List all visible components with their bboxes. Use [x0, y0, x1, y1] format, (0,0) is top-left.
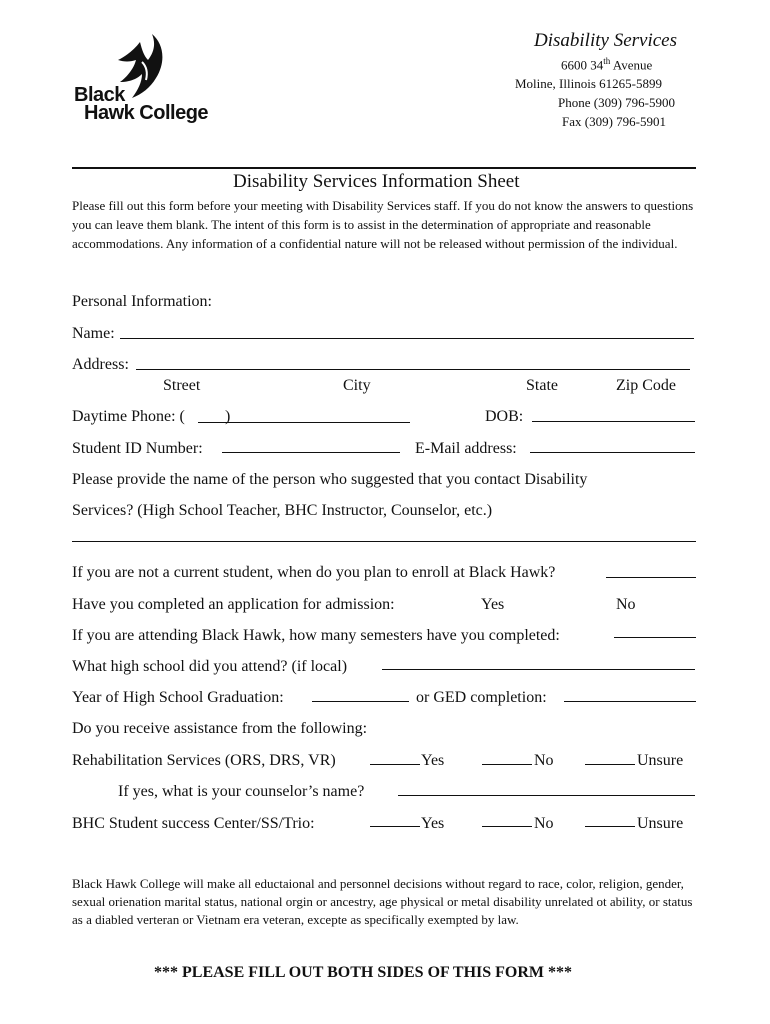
logo-line-1: Black — [74, 84, 125, 106]
bhc-no-option: No — [534, 815, 554, 832]
high-school-question: What high school did you attend? (if local) — [72, 658, 348, 675]
address-line-1 — [561, 56, 652, 73]
dob-label: DOB: — [485, 408, 524, 425]
rehab-no-blank[interactable] — [482, 764, 532, 765]
enroll-field[interactable] — [606, 577, 696, 578]
student-id-field[interactable] — [222, 452, 400, 453]
enroll-question: If you are not a current student, when do you plan to enroll at Black Hawk? — [72, 564, 556, 581]
city-caption: City — [343, 377, 371, 394]
rehab-yes-blank[interactable] — [370, 764, 420, 765]
bhc-unsure-option: Unsure — [637, 815, 684, 832]
daytime-phone-field[interactable] — [198, 422, 410, 423]
bhc-yes-blank[interactable] — [370, 826, 420, 827]
nondiscrimination-statement: Black Hawk College will make all eductaional and personnel decisions without regard to race, color, religion, gender, sexual orienation marital status, national orgin or ancestry, age physical or metal disability unrelated ot ability, or status as a diabled verteran or Vietnam era veteran, excepte as specifically exempted by law. — [72, 876, 693, 927]
address-line-2: Moline, Illinois 61265-5899 — [515, 76, 662, 91]
dob-field[interactable] — [532, 421, 695, 422]
application-question: Have you completed an application for admission: — [72, 596, 395, 613]
grad-year-field[interactable] — [312, 701, 409, 702]
intro-paragraph: Please fill out this form before your meeting with Disability Services staff. If you do not know the answers to questions you can leave them blank. The intent of this form is to assist in the determination of appropriate and reasonable accommodations. Any information of a confidential nature will not be released without permission of the individual. — [72, 198, 694, 251]
bhc-yes-option: Yes — [421, 815, 445, 832]
referral-question-line-1: Please provide the name of the person who suggested that you contact Disability — [72, 471, 588, 488]
bhc-success-center-label: BHC Student success Center/SS/Trio: — [72, 815, 315, 832]
student-id-label: Student ID Number: — [72, 440, 203, 457]
zip-caption: Zip Code — [616, 377, 676, 394]
state-caption: State — [526, 377, 558, 394]
application-yes-option[interactable]: Yes — [481, 596, 505, 613]
ordinal-suffix: th — [603, 56, 611, 66]
bhc-unsure-blank[interactable] — [585, 826, 635, 827]
high-school-field[interactable] — [382, 669, 695, 670]
semesters-field[interactable] — [614, 637, 696, 638]
header-divider — [72, 167, 696, 169]
email-label: E-Mail address: — [415, 440, 517, 457]
referral-field[interactable] — [72, 541, 696, 542]
ged-question: or GED completion: — [416, 689, 547, 706]
ged-field[interactable] — [564, 701, 696, 702]
name-label: Name: — [72, 325, 115, 342]
referral-question-line-2: Services? (High School Teacher, BHC Instructor, Counselor, etc.) — [72, 502, 493, 519]
bhc-no-blank[interactable] — [482, 826, 532, 827]
address-label: Address: — [72, 356, 129, 373]
daytime-phone-paren: ) — [225, 408, 231, 425]
phone-number: Phone (309) 796-5900 — [558, 95, 675, 110]
address-field[interactable] — [136, 369, 690, 370]
email-field[interactable] — [530, 452, 695, 453]
form-title: Disability Services Information Sheet — [233, 171, 520, 192]
grad-year-question: Year of High School Graduation: — [72, 689, 284, 706]
department-name: Disability Services — [534, 30, 677, 51]
street-number: 6600 34 — [561, 57, 604, 73]
application-no-option[interactable]: No — [616, 596, 636, 613]
rehab-services-label: Rehabilitation Services (ORS, DRS, VR) — [72, 752, 336, 769]
section-personal-info: Personal Information: — [72, 293, 212, 310]
rehab-unsure-blank[interactable] — [585, 764, 635, 765]
semesters-question: If you are attending Black Hawk, how many semesters have you completed: — [72, 627, 560, 644]
footer-note: *** PLEASE FILL OUT BOTH SIDES OF THIS FORM *** — [154, 964, 573, 981]
counselor-question: If yes, what is your counselor’s name? — [118, 783, 365, 800]
counselor-field[interactable] — [398, 795, 695, 796]
street-name: Avenue — [610, 57, 653, 73]
name-field[interactable] — [120, 338, 694, 339]
logo-line-2: Hawk College — [84, 102, 209, 124]
rehab-no-option: No — [534, 752, 554, 769]
street-caption: Street — [163, 377, 201, 394]
assistance-question: Do you receive assistance from the following: — [72, 720, 368, 737]
rehab-unsure-option: Unsure — [637, 752, 684, 769]
fax-number: Fax (309) 796-5901 — [562, 114, 666, 129]
rehab-yes-option: Yes — [421, 752, 445, 769]
daytime-phone-label: Daytime Phone: ( — [72, 408, 185, 425]
